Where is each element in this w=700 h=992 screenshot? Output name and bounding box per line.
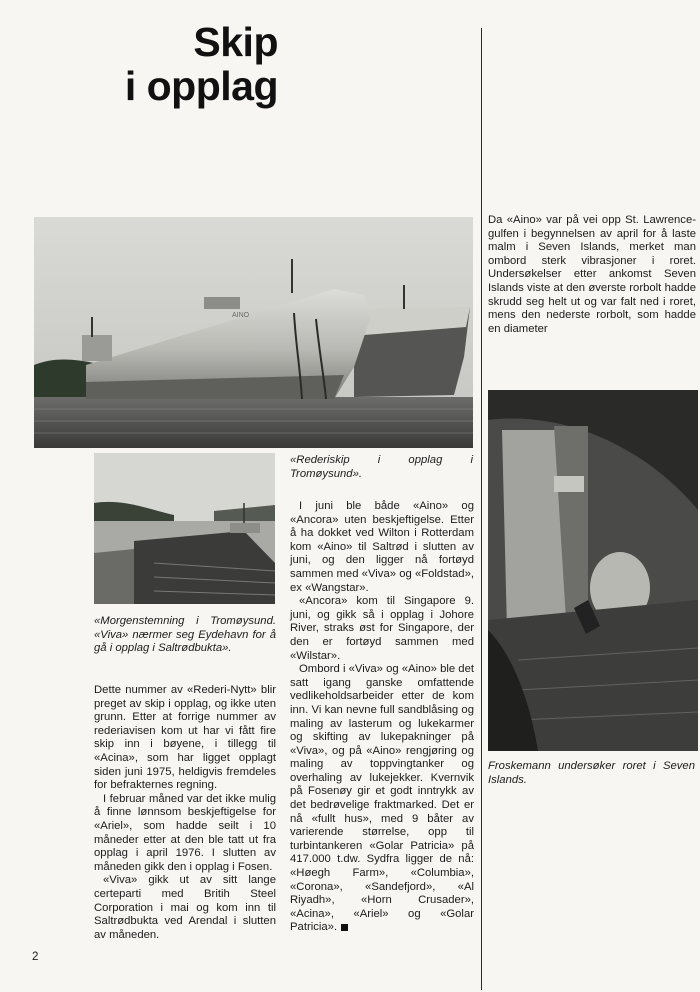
ship-name-on-hull: AINO xyxy=(232,312,250,319)
column-divider xyxy=(481,28,482,990)
title-line-1: Skip xyxy=(193,19,278,65)
laid-up-ships-photo xyxy=(34,217,473,448)
end-of-article-mark xyxy=(341,924,348,931)
article-title xyxy=(100,20,278,108)
morning-tromoysund-photo xyxy=(94,453,275,604)
paragraph: Dette nummer av «Rederi-Nytt» blir preget av skip i opplag, og ikke uten grunn. Etter at forrige nummer av rederiavisen kom ut har vi fått fire skip inn i bøyene, i tillegg til «Acina», som har ligget opplagt siden juni 1975, heldigvis fremdeles for befrakternes regning. xyxy=(94,684,276,792)
paragraph: Da «Aino» var på vei opp St. Lawrence-gulfen i begynnelsen av april for å laste malm i Seven Islands, merket man ombord sterk vibrasjoner i roret. Undersøkelser etter ankomst Seven Islands viste at den øverste rorbolt hadde skrudd seg helt ut og var falt ned i roret, mens den nederste rorbolt, som hadde en diameter xyxy=(488,214,696,335)
frogman-rudder-photo xyxy=(488,390,698,751)
middle-column-text xyxy=(290,500,474,935)
paragraph: I juni ble både «Aino» og «Ancora» uten beskjeftigelse. Etter å ha dokket ved Wilton i Rotterdam kom «Aino» til Saltrød i slutten av juni, og den ligger nå fortøyd sammen med «Viva» og «Foldstad», ex «Wangstar». xyxy=(290,500,474,594)
paragraph: I februar måned var det ikke mulig å finne lønnsom beskjeftigelse for «Ariel», som hadde seilt i 10 måneder etter at den ble tatt ut fra opplag i april 1976. I slutten av måneden gikk den i opplag i Fosen. xyxy=(94,792,276,873)
right-column-text xyxy=(488,214,696,336)
frogman-photo-caption: Froskemann undersøker roret i Seven Islands. xyxy=(488,760,695,786)
small-photo-caption: «Morgenstemning i Tromøysund. «Viva» nærmer seg Eydehavn for å gå i opplag i Saltrødbukta». xyxy=(94,615,276,655)
paragraph: «Ancora» kom til Singapore 9. juni, og gikk så i opplag i Johore River, straks øst for Singapore, der den er fortøyd sammen med «Wilstar». xyxy=(290,595,474,662)
main-photo-caption: «Rederiskip i opplag i Tromøysund». xyxy=(290,454,473,480)
paragraph: «Viva» gikk ut av sitt lange certeparti med Britih Steel Corporation i mai og kom inn til Saltrødbukta ved Arendal i slutten av måneden. xyxy=(94,874,276,941)
paragraph-text: Ombord i «Viva» og «Aino» ble det satt igang ganske omfattende vedlikeholdsarbeider etter de kom inn. Vi kan nevne full sandblåsing og maling av lasterum og lukekarmer og skifting av lukepakninger på «Viva», og på «Aino» rengjøring og maling av toppvingtanker og overhaling av lukejekker. Kvernvik på Fosenøy gir et godt inntrykk av det bedrøvelige fraktmarked. Det er nå «fullt hus», med 9 båter av varierende størrelse, opp til turbintankeren «Golar Patricia» på 417.000 t.dw. Sydfra ligger de nå: «Høegh Farm», «Columbia», «Corona», «Sandefjord», «Al Riyadh», «Horn Crusader», «Acina», «Ariel» og «Golar Patricia». xyxy=(290,663,475,934)
title-line-2: i opplag xyxy=(124,63,278,109)
left-column-text xyxy=(94,684,276,942)
paragraph xyxy=(290,663,474,935)
page-number: 2 xyxy=(32,951,39,963)
